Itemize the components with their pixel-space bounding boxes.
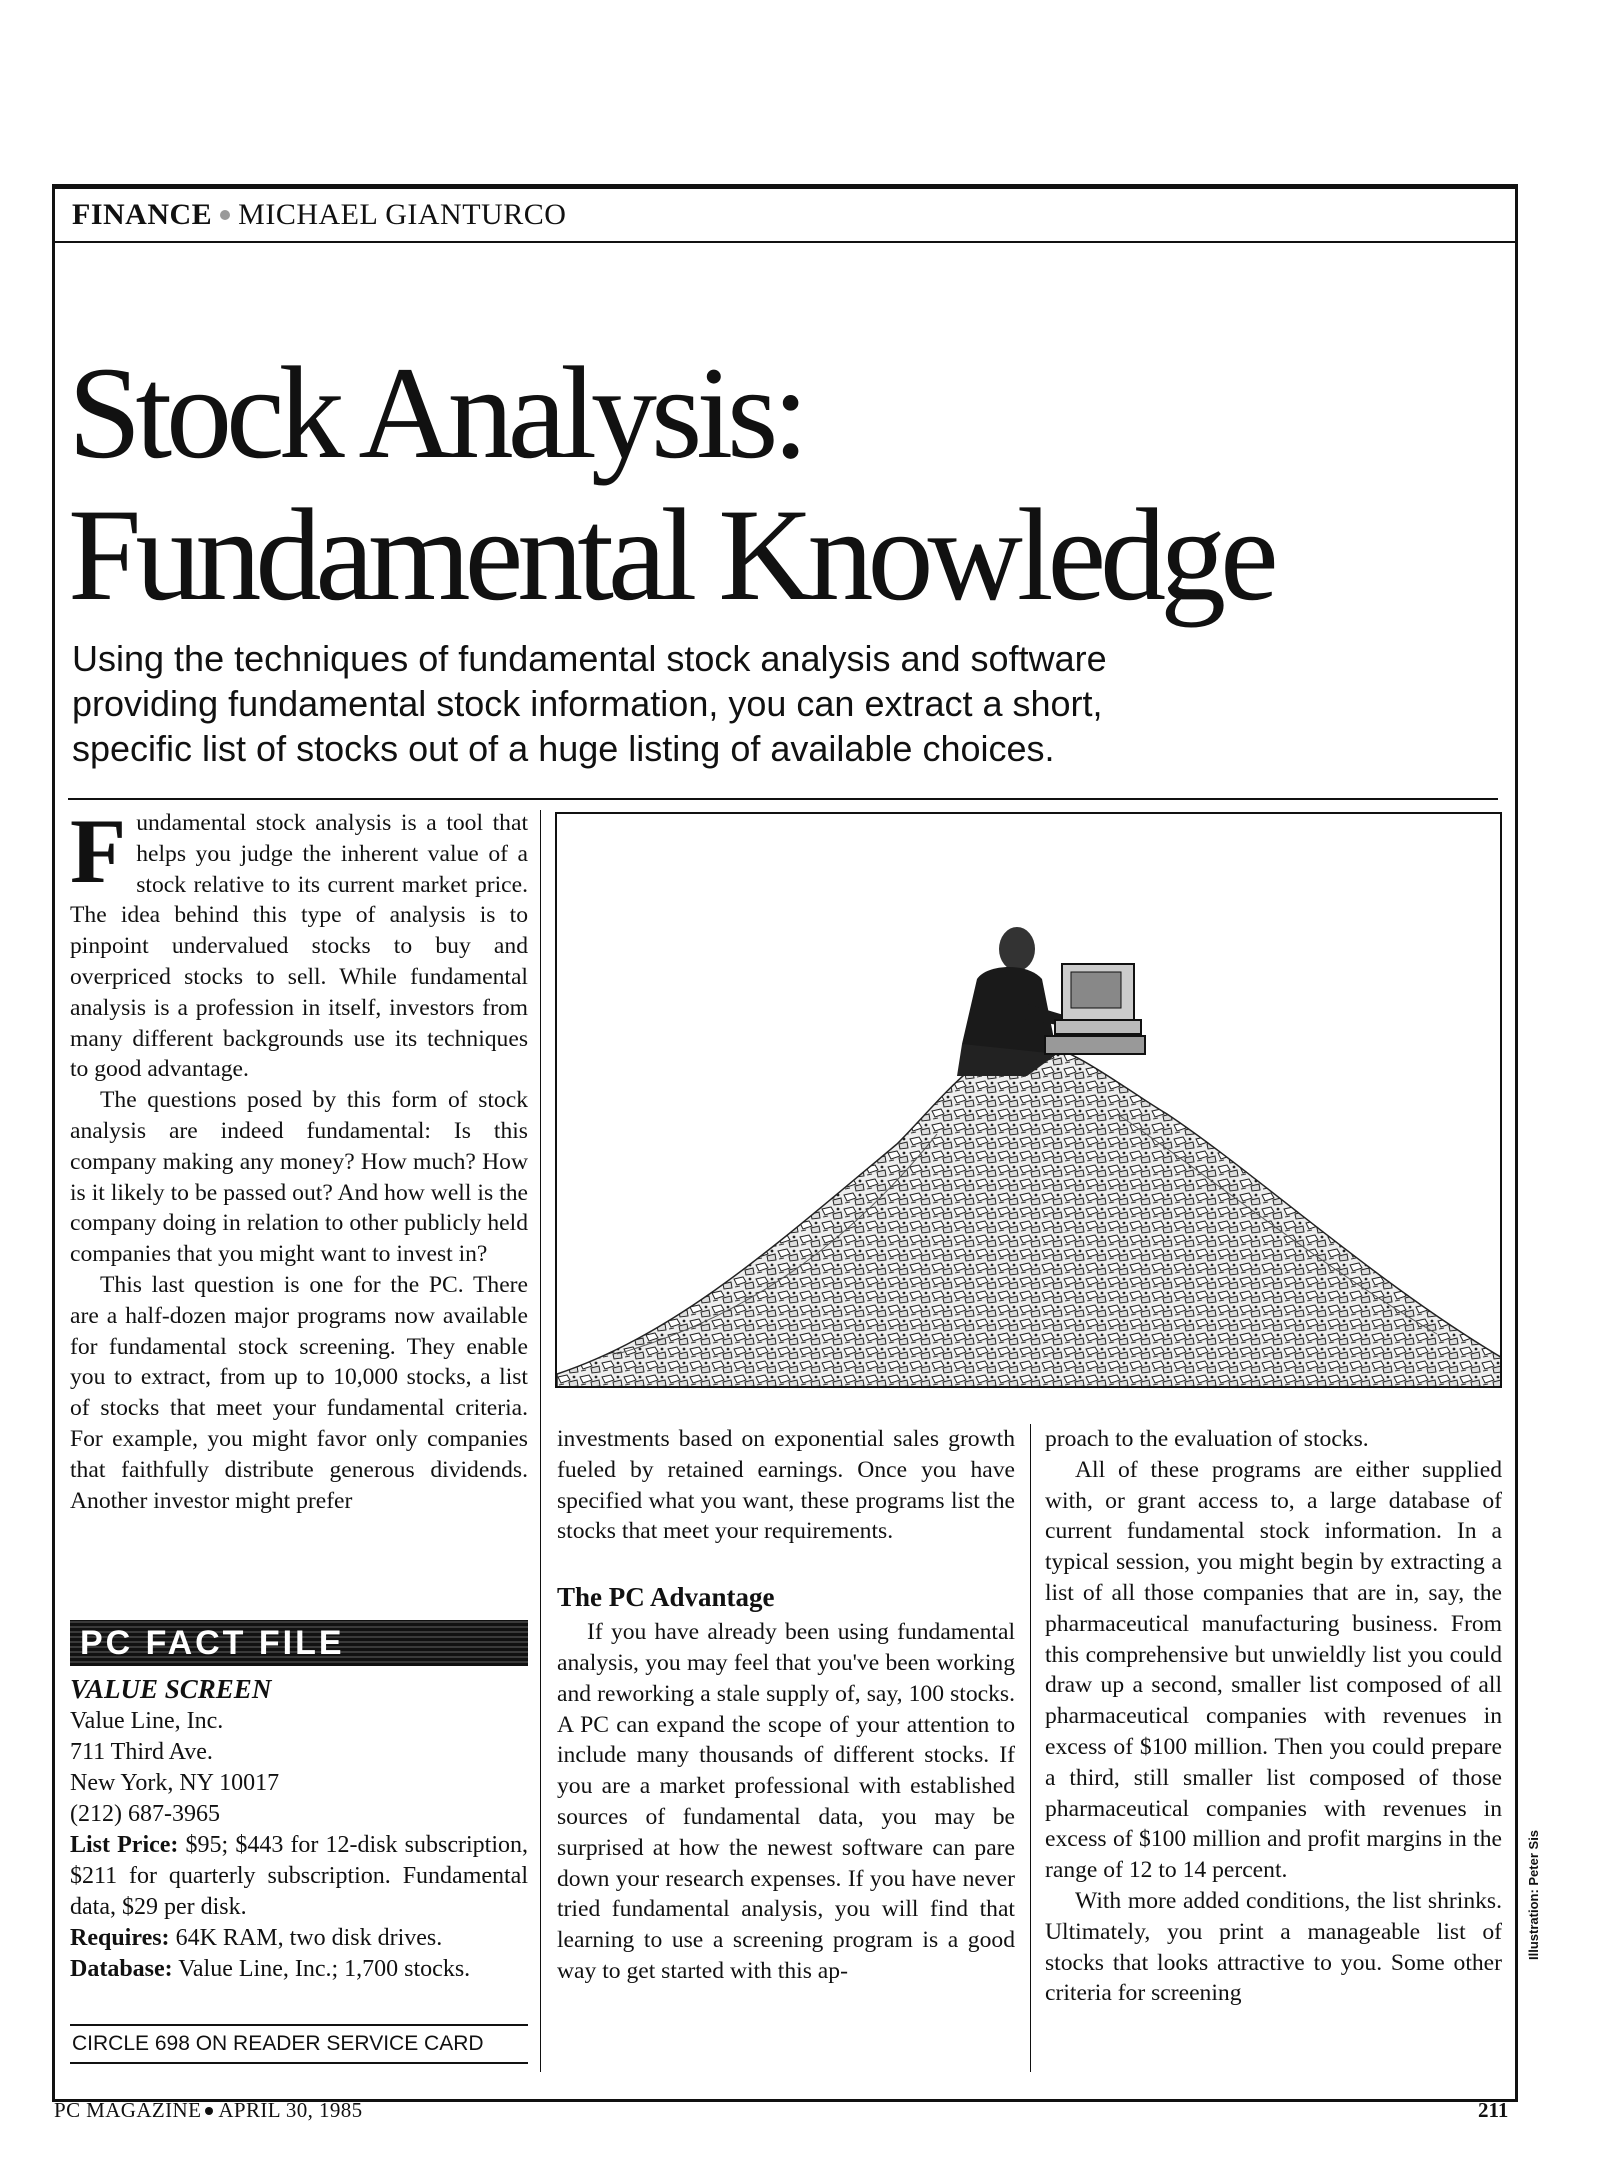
database [70, 1954, 528, 1985]
address-line-1: 711 Third Ave. [70, 1739, 213, 1765]
page-number: 211 [1478, 2098, 1509, 2122]
title-line-2: Fundamental Knowledge [68, 481, 1273, 628]
man-figure [957, 927, 1145, 1076]
list-price [70, 1830, 528, 1923]
dek-divider [68, 798, 1498, 800]
fact-file-banner [70, 1620, 528, 1666]
title-line-1: Stock Analysis: [68, 339, 804, 486]
company-name: Value Line, Inc. [70, 1708, 224, 1734]
fact-file-body [70, 1672, 528, 1985]
paragraph: If you have already been using fundamental analysis, you may feel that you've been working and reworking a stale supply of, say, 100 stocks. A PC can expand the scope of your attention to include many thousands of different stocks. If you are a market professional with established sources of fundamental data, you may be surprised at how the newest software can pare down your research expenses. If you have never tried fundamental analysis, you will find that learning to use a screening program is a good way to get started with this ap- [557, 1619, 1015, 1984]
reader-service-line: CIRCLE 698 ON READER SERVICE CARD [70, 2024, 528, 2064]
paragraph: This last question is one for the PC. There are a half-dozen major programs now available for fundamental stock screening. They enable you to extract, from up to 10,000 stocks, a list of stocks that meet your fundamental criteria. For example, you might favor only companies that faithfully distribute generous dividends. Another investor might prefer [70, 1271, 528, 1514]
paragraph-text: undamental stock analysis is a tool that helps you judge the inherent value of a stock relative to its current market price. The idea behind this type of analysis is to pinpoint undervalued stocks to buy and overpriced stocks to sell. While fundamental analysis is a profession in itself, investors from many different backgrounds use its techniques to good advantage. [70, 810, 528, 1083]
requirements [70, 1923, 528, 1954]
article-dek: Using the techniques of fundamental stock analysis and software providing fundamental stock information, you can extract a short, specific list of stocks out of a huge listing of available choices. [72, 638, 1107, 769]
database-value: Value Line, Inc.; 1,700 stocks. [178, 1956, 471, 1982]
paragraph: With more added conditions, the list shrinks. Ultimately, you print a manageable list of stocks that looks attractive to you. Some other criteria for screening [1045, 1887, 1502, 2007]
database-label: Database: [70, 1956, 173, 1982]
fact-file-title: PC FACT FILE [80, 1624, 345, 1662]
illustration-credit: Illustration: Peter Sis [1526, 1829, 1541, 1960]
section-header [52, 189, 1518, 243]
column-1 [70, 800, 528, 1516]
paragraph: proach to the evaluation of stocks. [1045, 1426, 1369, 1452]
bullet-icon [205, 2107, 213, 2115]
article-title [68, 339, 1488, 628]
issue-date: APRIL 30, 1985 [218, 2098, 363, 2122]
magazine-name: PC MAGAZINE [54, 2098, 202, 2122]
drop-cap: F [70, 800, 127, 902]
address-line-2: New York, NY 10017 [70, 1770, 280, 1796]
list-price-label: List Price: [70, 1832, 179, 1858]
author-name: MICHAEL GIANTURCO [238, 198, 567, 231]
list-price-value: $95; $443 for 12-disk subscription, $211 for quarterly subscription. Fundamental data, $29 per disk. [70, 1832, 528, 1920]
column-3 [1045, 1424, 1502, 2009]
phone-number: (212) 687-3965 [70, 1801, 220, 1827]
illustration-man-on-stock-pile [555, 812, 1502, 1388]
column-divider [540, 810, 541, 2072]
paragraph: investments based on exponential sales growth fueled by retained earnings. Once you have specified what you want, these programs list the stocks that meet your requirements. [557, 1426, 1015, 1545]
product-name: VALUE SCREEN [70, 1674, 272, 1704]
subhead: The PC Advantage [557, 1582, 775, 1613]
bullet-icon [220, 210, 230, 220]
requires-value: 64K RAM, two disk drives. [175, 1925, 443, 1951]
section-label: FINANCE [72, 198, 213, 231]
fact-file-box [70, 1620, 528, 1985]
paragraph: All of these programs are either supplied with, or grant access to, a large database of current fundamental stock information. In a typical session, you might begin by extracting a list of all those companies that are in, say, the pharmaceutical manufacturing business. From this comprehensive but unwieldly list you could draw up a second, smaller list composed of all pharmaceutical companies with revenues in excess of $100 million. Then you could prepare a third, still smaller list composed of those pharmaceutical companies with revenues in excess of $100 million and profit margins in the range of 12 to 14 percent. [1045, 1456, 1502, 1884]
column-divider [1030, 1424, 1031, 2072]
footer-magazine [54, 2096, 363, 2124]
illustration-drawing [557, 814, 1502, 1388]
paragraph: The questions posed by this form of stock analysis are indeed fundamental: Is this company making any money? How much? How is it likely to be passed out? And how well is the company doing in relation to other publicly held companies that you might want to invest in? [70, 1087, 528, 1268]
requires-label: Requires: [70, 1925, 170, 1951]
paragraph [70, 800, 528, 1085]
column-2 [557, 1424, 1015, 1987]
